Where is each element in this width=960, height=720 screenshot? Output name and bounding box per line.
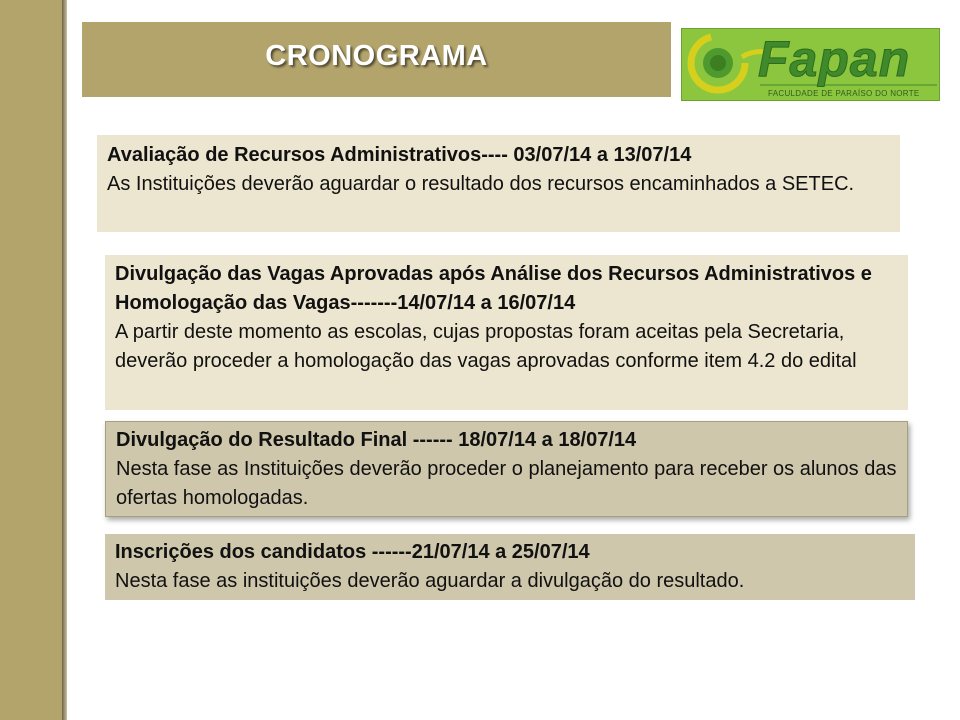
schedule-item-description: Nesta fase as Instituições deverão proceder o planejamento para receber os alunos das ofertas homologadas.	[116, 458, 897, 509]
schedule-item-heading: Avaliação de Recursos Administrativos---- 03/07/14 a 13/07/14	[107, 144, 692, 166]
schedule-item-description: Nesta fase as instituições deverão aguardar a divulgação do resultado.	[115, 570, 745, 592]
schedule-item-1	[97, 135, 900, 232]
title-banner	[82, 22, 671, 97]
schedule-item-3	[105, 421, 908, 517]
schedule-item-description: A partir deste momento as escolas, cujas propostas foram aceitas pela Secretaria, deverão proceder a homologação das vagas aprovadas conforme item 4.2 do edital	[115, 321, 857, 372]
logo-wordmark: Fapan	[758, 31, 911, 87]
left-decorative-bar	[0, 0, 62, 720]
schedule-item-heading: Inscrições dos candidatos ------21/07/14 a 25/07/14	[115, 541, 590, 563]
schedule-item-2	[105, 255, 908, 410]
schedule-item-4	[105, 534, 915, 600]
schedule-item-heading: Divulgação do Resultado Final ------ 18/07/14 a 18/07/14	[116, 429, 637, 451]
logo-subtitle: FACULDADE DE PARAÍSO DO NORTE	[768, 89, 920, 98]
fapan-logo	[681, 28, 940, 101]
page-title: CRONOGRAMA	[265, 40, 488, 72]
schedule-item-description: As Instituições deverão aguardar o resultado dos recursos encaminhados a SETEC.	[107, 173, 855, 195]
left-bar-shadow	[62, 0, 67, 720]
schedule-item-heading: Divulgação das Vagas Aprovadas após Análise dos Recursos Administrativos e Homologação das Vagas-------14/07/14 a 16/07/14	[115, 263, 872, 314]
